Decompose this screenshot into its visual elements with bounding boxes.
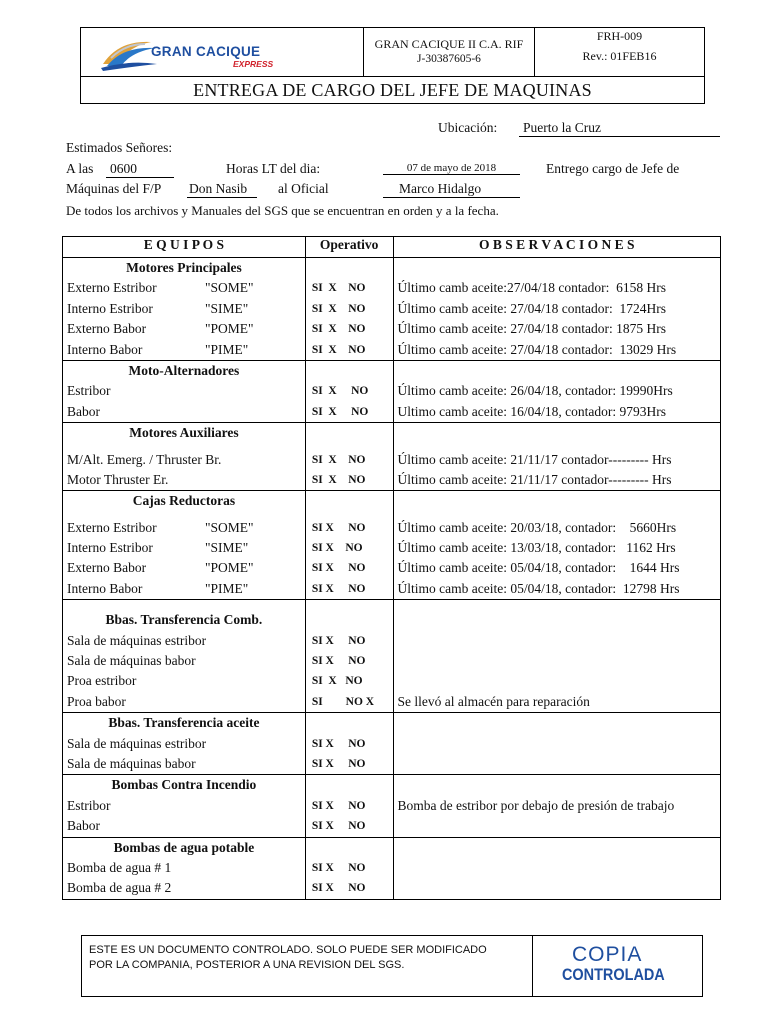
company-cell xyxy=(364,28,535,77)
location-value: Puerto la Cruz xyxy=(519,120,720,137)
observation-text: Último camb aceite: 21/11/17 contador--------- Hrs xyxy=(397,451,672,467)
operativo-status: SI X NO xyxy=(311,405,369,418)
operativo-status: SI X NO xyxy=(311,861,366,874)
equipment-code: "SIME" xyxy=(205,300,249,316)
section-title: Moto-Alternadores xyxy=(128,362,240,378)
observaciones-cell xyxy=(393,423,720,491)
operativo-status: SI X NO xyxy=(311,882,366,895)
footer-divider xyxy=(532,936,533,996)
equipment-name xyxy=(63,651,305,671)
equipment-name-text: Motor Thruster Er. xyxy=(67,471,169,487)
equipment-name-text: Estribor xyxy=(67,383,111,399)
footer-notice-line1: ESTE ES UN DOCUMENTO CONTROLADO. SOLO PUEDE SER MODIFICADO xyxy=(89,944,487,956)
greeting: Estimados Señores: xyxy=(66,140,173,155)
equipment-name xyxy=(63,299,305,319)
equipment-name xyxy=(63,538,305,558)
equipment-name-text: Bomba de agua # 2 xyxy=(67,880,172,896)
operativo-status: SI X NO xyxy=(311,473,366,486)
footer-divider xyxy=(702,936,703,996)
operativo-status: SI X NO xyxy=(311,634,366,647)
al-oficial-label: al Oficial xyxy=(278,181,329,196)
section-title: Bbas. Transferencia aceite xyxy=(108,715,260,731)
equipment-name-text: Externo Estribor xyxy=(67,280,157,296)
doc-code: FRH-009 xyxy=(596,29,643,43)
equipment-code: "SIME" xyxy=(205,540,249,556)
operativo-status: SI X NO xyxy=(311,675,363,688)
section-row xyxy=(63,837,721,899)
section-title: Bombas Contra Incendio xyxy=(111,777,257,793)
equipment-name xyxy=(63,278,305,298)
observaciones-cell xyxy=(393,600,720,713)
equipment-table-body xyxy=(63,258,721,900)
operativo-status: SI X NO xyxy=(311,542,363,555)
operativo-status: SI X NO xyxy=(311,453,366,466)
equipos-cell xyxy=(63,775,306,837)
observation-text: Último camb aceite: 21/11/17 contador--------- Hrs xyxy=(397,471,672,487)
section-row xyxy=(63,258,721,361)
equipment-name xyxy=(63,340,305,360)
equipos-cell xyxy=(63,491,306,600)
operativo-cell xyxy=(305,775,393,837)
observation-text: Último camb aceite: 26/04/18, contador: 19990Hrs xyxy=(397,383,673,399)
observation-text: Bomba de estribor por debajo de presión de trabajo xyxy=(397,797,675,813)
equipment-name xyxy=(63,671,305,691)
observaciones-cell xyxy=(393,491,720,600)
equipment-name xyxy=(63,319,305,339)
company-rif: J-30387605-6 xyxy=(417,53,481,65)
observation-text xyxy=(394,878,720,898)
col-header-observaciones: O B S E R V A C I O N E S xyxy=(393,237,720,258)
section-row xyxy=(63,360,721,422)
section-title: Bombas de agua potable xyxy=(113,839,255,855)
equipos-cell xyxy=(63,423,306,491)
observation-text xyxy=(394,651,720,671)
equipment-name xyxy=(63,579,305,599)
equipment-name xyxy=(63,450,305,470)
a-las-label: A las xyxy=(66,161,94,176)
observation-text xyxy=(394,671,720,691)
observation-text xyxy=(394,734,720,754)
observation-text xyxy=(394,631,720,651)
equipment-name-text: Interno Babor xyxy=(67,580,143,596)
equipment-code: "PIME" xyxy=(205,341,249,357)
maquinas-label: Máquinas del F/P xyxy=(66,181,162,196)
ship-logo-icon xyxy=(99,34,159,72)
equipment-name xyxy=(63,734,305,754)
operativo-status: SI X NO xyxy=(311,655,366,668)
equipos-cell xyxy=(63,258,306,361)
equipment-name-text: Babor xyxy=(67,818,100,834)
equipment-name-text: Interno Estribor xyxy=(67,540,153,556)
equipment-name-text: Bomba de agua # 1 xyxy=(67,859,172,875)
observation-text: Último camb aceite: 13/03/18, contador: 1162 Hrs xyxy=(397,540,676,556)
operativo-cell xyxy=(305,423,393,491)
doc-revision: Rev.: 01FEB16 xyxy=(582,49,657,63)
logo-main-text: GRAN CACIQUE xyxy=(151,44,261,59)
controlada-stamp-text: CONTROLADA xyxy=(562,965,665,984)
logo-sub-text: EXPRESS xyxy=(233,59,274,69)
observation-text xyxy=(394,816,720,836)
section-row xyxy=(63,600,721,713)
equipment-name-text: Interno Babor xyxy=(67,341,143,357)
observaciones-cell xyxy=(393,713,720,775)
operativo-status: SI X NO xyxy=(311,302,366,315)
operativo-cell xyxy=(305,713,393,775)
logo-cell xyxy=(81,28,364,77)
operativo-status: SI X NO xyxy=(311,799,366,812)
footer-notice xyxy=(89,943,487,973)
location-label: Ubicación: xyxy=(438,120,498,135)
document-header xyxy=(80,27,705,104)
from-name: Don Nasib xyxy=(187,181,257,198)
equipment-code: "SOME" xyxy=(205,519,254,535)
operativo-status: SI X NO xyxy=(311,757,366,770)
equipment-name-text: Estribor xyxy=(67,797,111,813)
copia-stamp-text: COPIA xyxy=(572,943,643,966)
equipment-name xyxy=(63,381,305,401)
equipment-name xyxy=(63,796,305,816)
observaciones-cell xyxy=(393,837,720,899)
equipment-name-text: Sala de máquinas estribor xyxy=(67,632,207,648)
to-name: Marco Hidalgo xyxy=(383,181,520,198)
observation-text: Último camb aceite: 20/03/18, contador: 5660Hrs xyxy=(397,519,677,535)
section-row xyxy=(63,775,721,837)
observaciones-cell xyxy=(393,360,720,422)
col-header-operativo: Operativo xyxy=(305,237,393,258)
operativo-status: SI NO X xyxy=(311,695,375,708)
equipment-name-text: Proa estribor xyxy=(67,673,137,689)
equipment-name-text: Proa babor xyxy=(67,693,126,709)
horas-label: Horas LT del dia: xyxy=(226,161,321,176)
observation-text: Ultimo camb aceite: 16/04/18, contador: 9793Hrs xyxy=(397,403,666,419)
equipment-name xyxy=(63,470,305,490)
section-title: Bbas. Transferencia Comb. xyxy=(105,612,263,628)
observaciones-cell xyxy=(393,775,720,837)
equipos-cell xyxy=(63,713,306,775)
observation-text: Último camb aceite:27/04/18 contador: 6158 Hrs xyxy=(397,280,666,296)
equipos-cell xyxy=(63,837,306,899)
archives-statement: De todos los archivos y Manuales del SGS que se encuentran en orden y a la fecha. xyxy=(66,203,499,218)
operativo-cell xyxy=(305,837,393,899)
equipment-name xyxy=(63,518,305,538)
equipment-name-text: Externo Babor xyxy=(67,560,147,576)
date-value: 07 de mayo de 2018 xyxy=(383,162,520,175)
equipment-code: "SOME" xyxy=(205,280,254,296)
operativo-cell xyxy=(305,491,393,600)
equipos-cell xyxy=(63,360,306,422)
observation-text: Último camb aceite: 27/04/18 contador: 1724Hrs xyxy=(397,300,666,316)
equipment-name-text: M/Alt. Emerg. / Thruster Br. xyxy=(67,451,222,467)
observation-text: Último camb aceite: 27/04/18 contador: 13029 Hrs xyxy=(397,341,677,357)
observation-text: Último camb aceite: 05/04/18, contador: 1644 Hrs xyxy=(397,560,680,576)
equipment-name xyxy=(63,754,305,774)
equipment-name-text: Sala de máquinas babor xyxy=(67,653,196,669)
doc-code-cell xyxy=(535,28,704,77)
operativo-status: SI X NO xyxy=(311,582,366,595)
operativo-status: SI X NO xyxy=(311,343,366,356)
footer-divider xyxy=(81,936,82,996)
operativo-status: SI X NO xyxy=(311,282,366,295)
operativo-status: SI X NO xyxy=(311,385,369,398)
observation-text: Último camb aceite: 05/04/18, contador: 12798 Hrs xyxy=(397,580,680,596)
observation-text: Último camb aceite: 27/04/18 contador: 1875 Hrs xyxy=(397,321,666,337)
col-header-equipos: E Q U I P O S xyxy=(63,237,306,258)
section-row xyxy=(63,423,721,491)
company-name: GRAN CACIQUE II C.A. RIF xyxy=(374,37,524,51)
equipment-name xyxy=(63,631,305,651)
section-title: Motores Principales xyxy=(126,260,242,275)
observation-text xyxy=(394,858,720,878)
time-value: 0600 xyxy=(106,161,174,178)
operativo-cell xyxy=(305,360,393,422)
equipment-name-text: Externo Estribor xyxy=(67,519,157,535)
equipment-name xyxy=(63,816,305,836)
document-title: ENTREGA DE CARGO DEL JEFE DE MAQUINAS xyxy=(193,80,592,100)
observation-text xyxy=(394,754,720,774)
equipment-name-text: Interno Estribor xyxy=(67,300,153,316)
entrego-text: Entrego cargo de Jefe de xyxy=(546,161,680,176)
operativo-status: SI X NO xyxy=(311,562,366,575)
equipos-cell xyxy=(63,600,306,713)
observaciones-cell xyxy=(393,258,720,361)
equipment-table xyxy=(62,236,721,900)
operativo-cell xyxy=(305,600,393,713)
equipment-name-text: Externo Babor xyxy=(67,321,147,337)
equipment-name-text: Sala de máquinas estribor xyxy=(67,735,207,751)
equipment-name xyxy=(63,402,305,422)
equipment-code: "POME" xyxy=(205,321,254,337)
section-row xyxy=(63,713,721,775)
equipment-code: "PIME" xyxy=(205,580,249,596)
section-row xyxy=(63,491,721,600)
operativo-status: SI X NO xyxy=(311,323,366,336)
equipment-name xyxy=(63,558,305,578)
operativo-cell xyxy=(305,258,393,361)
section-title: Cajas Reductoras xyxy=(132,493,236,509)
equipment-name-text: Sala de máquinas babor xyxy=(67,755,196,771)
observation-text: Se llevó al almacén para reparación xyxy=(397,693,590,709)
equipment-name-text: Babor xyxy=(67,403,100,419)
operativo-status: SI X NO xyxy=(311,820,366,833)
equipment-name xyxy=(63,692,305,712)
equipment-name xyxy=(63,878,305,898)
equipment-code: "POME" xyxy=(205,560,254,576)
equipment-name xyxy=(63,858,305,878)
footer-notice-line2: POR LA COMPANIA, POSTERIOR A UNA REVISION DEL SGS. xyxy=(89,959,405,971)
section-title: Motores Auxiliares xyxy=(129,425,239,441)
operativo-status: SI X NO xyxy=(311,521,366,534)
operativo-status: SI X NO xyxy=(311,737,366,750)
